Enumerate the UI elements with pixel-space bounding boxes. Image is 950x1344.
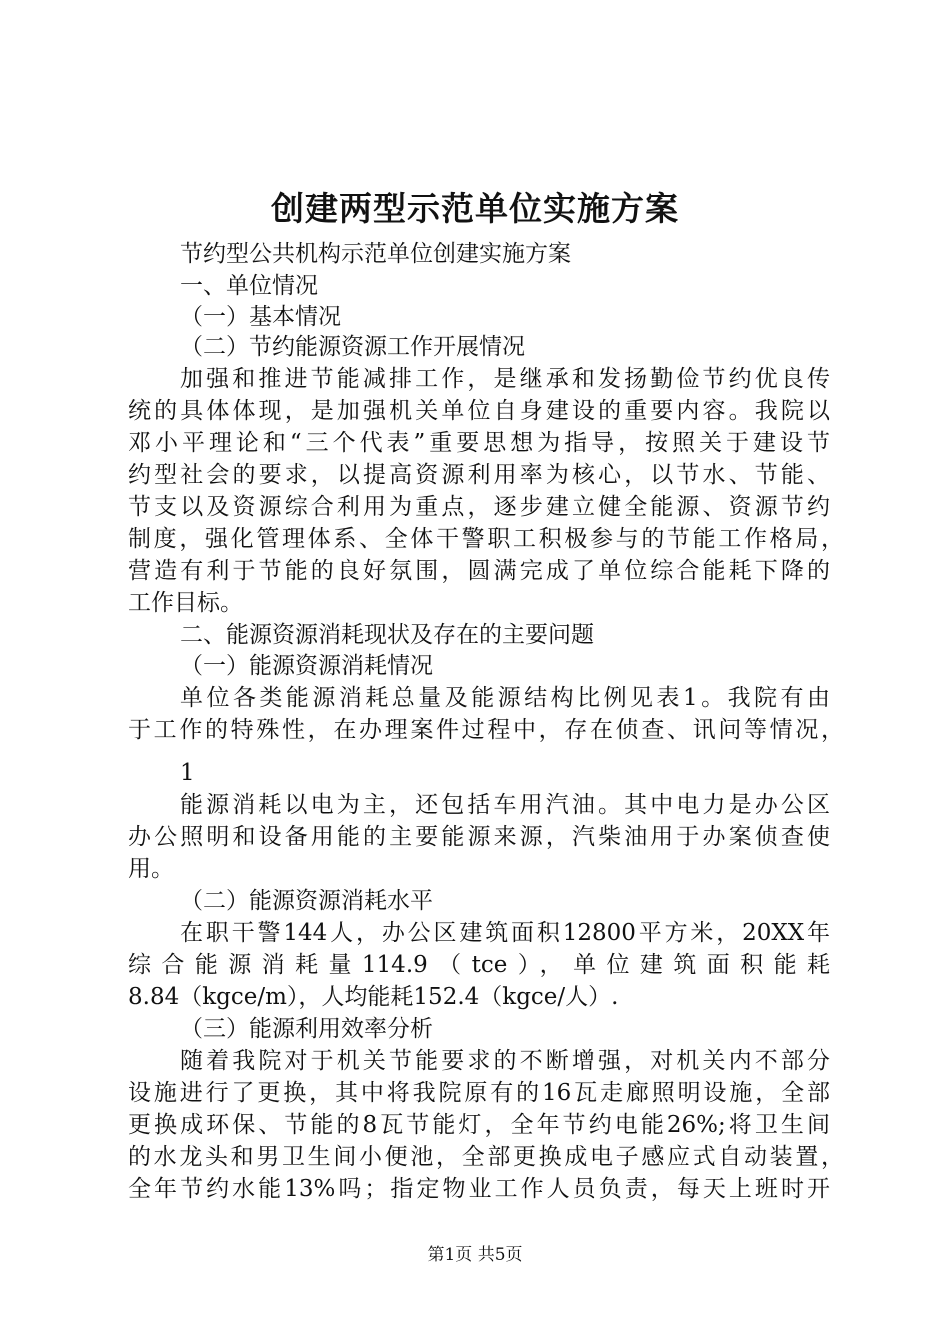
paragraph-line: 工作目标。 (128, 590, 243, 616)
paragraph-line: 节支以及资源综合利用为重点，逐步建立健全能源、资源节约 (128, 494, 830, 520)
paragraph-line: 邓小平理论和“三个代表”重要思想为指导，按照关于建设节 (128, 430, 830, 456)
inline-page-number: 1 (180, 760, 195, 786)
subsection-heading: （三）能源利用效率分析 (180, 1016, 433, 1042)
paragraph-line: 全年节约水能13%吗；指定物业工作人员负责，每天上班时开 (128, 1176, 830, 1202)
paragraph-line: 综合能源消耗量114.9（tce），单位建筑面积能耗 (128, 952, 830, 978)
paragraph-line: 营造有利于节能的良好氛围，圆满完成了单位综合能耗下降的 (128, 558, 830, 584)
paragraph-line: 统的具体体现，是加强机关单位自身建设的重要内容。我院以 (128, 398, 830, 424)
section-heading-1: 一、单位情况 (180, 273, 318, 299)
paragraph-line: 设施进行了更换，其中将我院原有的16瓦走廊照明设施，全部 (128, 1080, 830, 1106)
paragraph-line: 的水龙头和男卫生间小便池，全部更换成电子感应式自动装置， (128, 1144, 844, 1170)
paragraph-line: 更换成环保、节能的8瓦节能灯，全年节约电能26%;将卫生间 (128, 1112, 830, 1138)
subtitle-line: 节约型公共机构示范单位创建实施方案 (180, 241, 571, 267)
subsection-heading: （二）能源资源消耗水平 (180, 888, 433, 914)
paragraph-line: 用。 (128, 856, 174, 882)
paragraph-line: 单位各类能源消耗总量及能源结构比例见表1。我院有由 (180, 685, 830, 711)
subsection-heading: （一）基本情况 (180, 304, 341, 330)
page-footer: 第1页 共5页 (427, 1245, 523, 1265)
paragraph-line: 制度，强化管理体系、全体干警职工积极参与的节能工作格局， (128, 526, 844, 552)
paragraph-line: 在职干警144人，办公区建筑面积12800平方米，20XX年 (180, 920, 830, 946)
paragraph-line: 约型社会的要求，以提高资源利用率为核心，以节水、节能、 (128, 462, 830, 488)
section-heading-2: 二、能源资源消耗现状及存在的主要问题 (180, 622, 594, 648)
subsection-heading: （一）能源资源消耗情况 (180, 653, 433, 679)
subsection-heading: （二）节约能源资源工作开展情况 (180, 334, 525, 360)
paragraph-line: 加强和推进节能减排工作，是继承和发扬勤俭节约优良传 (180, 366, 830, 392)
document-title: 创建两型示范单位实施方案 (271, 189, 679, 228)
paragraph-line: 于工作的特殊性，在办理案件过程中，存在侦查、讯问等情况， (128, 717, 844, 743)
paragraph-line: 随着我院对于机关节能要求的不断增强，对机关内不部分 (180, 1048, 830, 1074)
paragraph-line: 8.84（kgce/m），人均能耗152.4（kgce/人）. (128, 984, 619, 1010)
paragraph-line: 能源消耗以电为主，还包括车用汽油。其中电力是办公区 (180, 792, 830, 818)
paragraph-line: 办公照明和设备用能的主要能源来源，汽柴油用于办案侦查使 (128, 824, 830, 850)
